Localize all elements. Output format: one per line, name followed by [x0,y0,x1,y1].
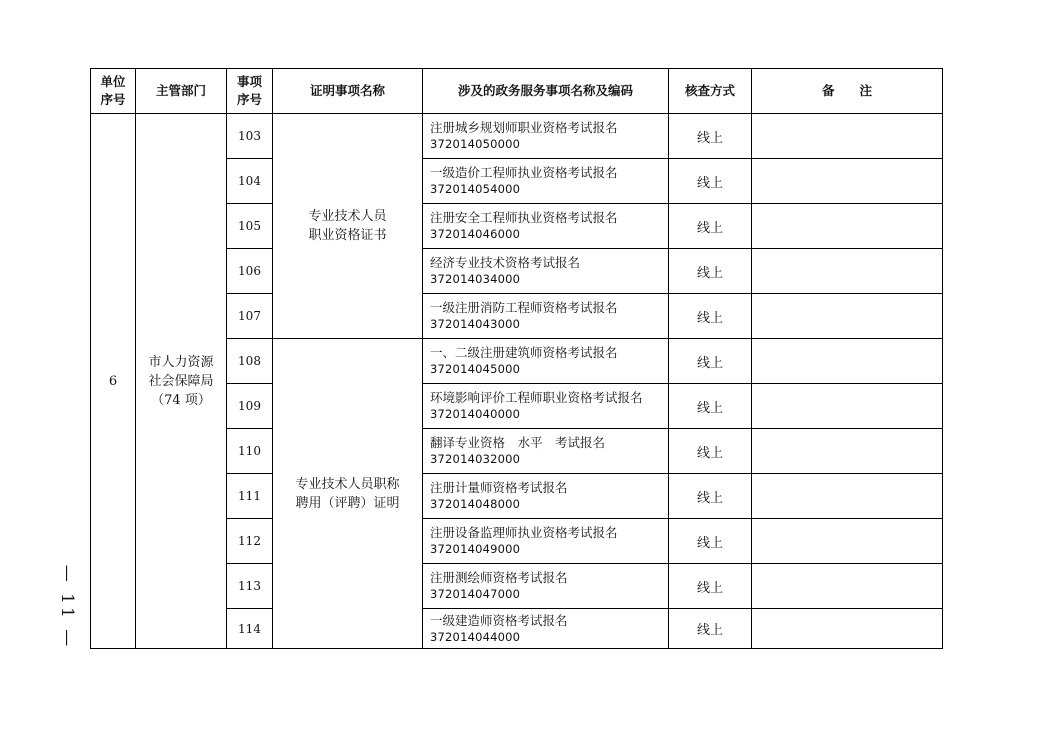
page-number [55,562,79,652]
item-number-cell: 111 [227,474,273,519]
check-method-cell: 线上 [669,564,752,609]
remark-cell [752,429,943,474]
item-number-cell: 103 [227,114,273,159]
item-number-cell: 113 [227,564,273,609]
check-method-cell: 线上 [669,519,752,564]
item-number-cell: 114 [227,609,273,649]
item-number-cell: 109 [227,384,273,429]
certificate-items-table [90,68,943,649]
service-cell: 翻译专业资格 水平 考试报名 372014032000 [423,429,669,474]
header-unit-no: 单位 序号 [91,69,136,114]
item-number-cell: 112 [227,519,273,564]
check-method-cell: 线上 [669,429,752,474]
check-method-cell: 线上 [669,204,752,249]
item-number-cell: 106 [227,249,273,294]
certificate-name-cell: 专业技术人员 职业资格证书 [273,114,423,339]
remark-cell [752,204,943,249]
check-method-cell: 线上 [669,474,752,519]
service-cell: 一级造价工程师执业资格考试报名 372014054000 [423,159,669,204]
remark-cell [752,114,943,159]
unit-number-cell: 6 [91,114,136,649]
remark-cell [752,519,943,564]
header-remark: 备 注 [752,69,943,114]
header-department: 主管部门 [136,69,227,114]
check-method-cell: 线上 [669,294,752,339]
department-cell: 市人力资源 社会保障局 （74 项） [136,114,227,649]
header-certificate-name: 证明事项名称 [273,69,423,114]
check-method-cell: 线上 [669,339,752,384]
service-cell: 注册安全工程师执业资格考试报名 372014046000 [423,204,669,249]
header-row [91,69,943,114]
service-cell: 注册计量师资格考试报名 372014048000 [423,474,669,519]
check-method-cell: 线上 [669,609,752,649]
item-number-cell: 110 [227,429,273,474]
header-check-method: 核查方式 [669,69,752,114]
remark-cell [752,609,943,649]
check-method-cell: 线上 [669,114,752,159]
item-number-cell: 105 [227,204,273,249]
page-number-label: — 11 — [57,564,78,650]
remark-cell [752,474,943,519]
item-number-cell: 107 [227,294,273,339]
item-number-cell: 104 [227,159,273,204]
service-cell: 一级建造师资格考试报名 372014044000 [423,609,669,649]
remark-cell [752,384,943,429]
remark-cell [752,339,943,384]
check-method-cell: 线上 [669,384,752,429]
service-cell: 注册城乡规划师职业资格考试报名 372014050000 [423,114,669,159]
service-cell: 经济专业技术资格考试报名 372014034000 [423,249,669,294]
remark-cell [752,294,943,339]
check-method-cell: 线上 [669,159,752,204]
remark-cell [752,564,943,609]
service-cell: 注册设备监理师执业资格考试报名 372014049000 [423,519,669,564]
header-item-no: 事项 序号 [227,69,273,114]
service-cell: 环境影响评价工程师职业资格考试报名 372014040000 [423,384,669,429]
header-service-name-code: 涉及的政务服务事项名称及编码 [423,69,669,114]
remark-cell [752,159,943,204]
certificate-name-cell: 专业技术人员职称 聘用（评聘）证明 [273,339,423,649]
check-method-cell: 线上 [669,249,752,294]
remark-cell [752,249,943,294]
service-cell: 一级注册消防工程师资格考试报名 372014043000 [423,294,669,339]
item-number-cell: 108 [227,339,273,384]
service-cell: 注册测绘师资格考试报名 372014047000 [423,564,669,609]
table-row [91,114,943,159]
service-cell: 一、二级注册建筑师资格考试报名 372014045000 [423,339,669,384]
